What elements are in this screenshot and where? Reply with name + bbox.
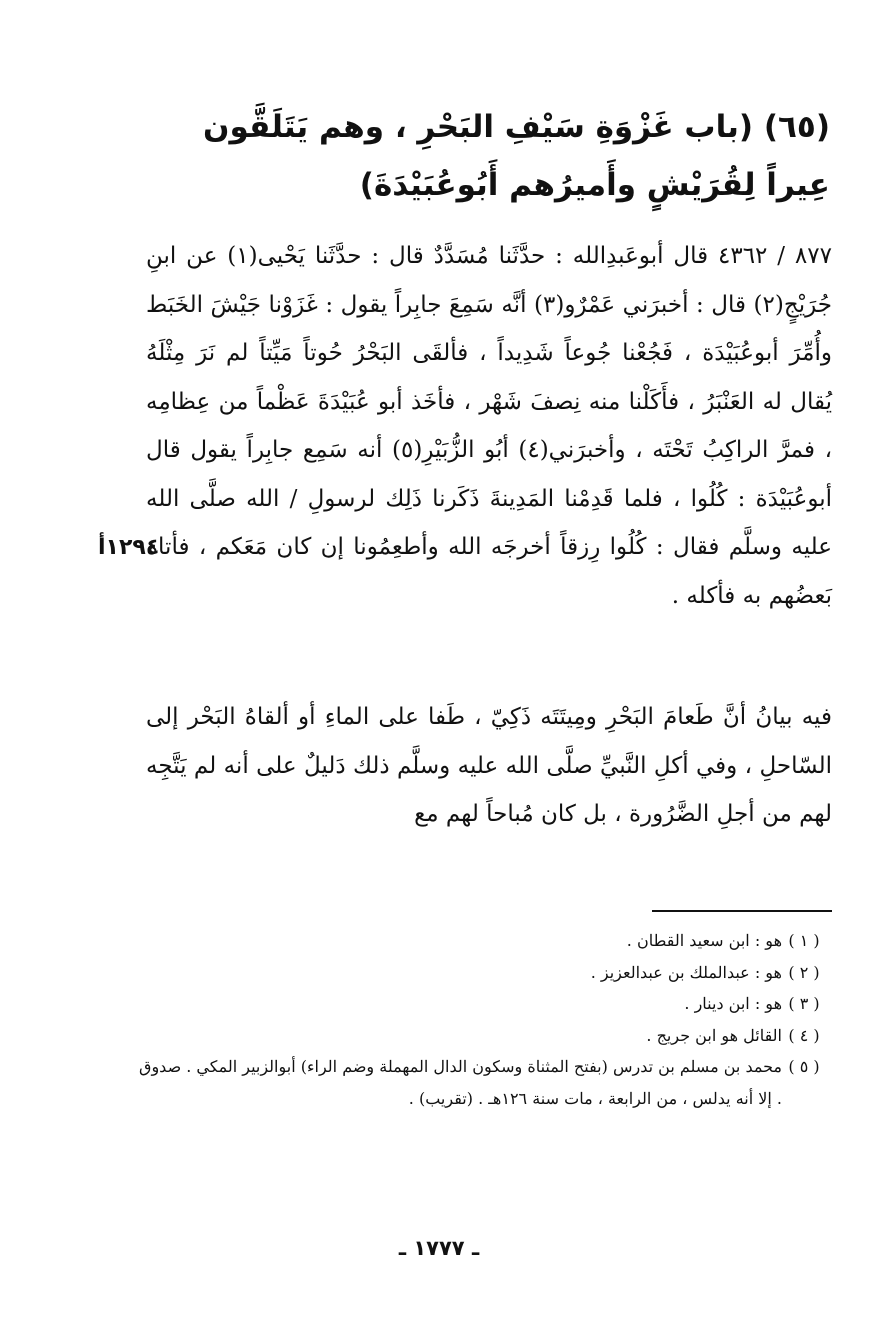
footnote-item	[138, 925, 826, 957]
footnote-number: ( ٥ )	[788, 1057, 820, 1076]
footnote-number: ( ٣ )	[788, 994, 820, 1013]
footnote-text: هو : عبدالملك بن عبدالعزيز .	[590, 962, 782, 982]
footnote-text: القائل هو ابن جريج .	[646, 1025, 782, 1045]
footnote-number: ( ١ )	[788, 931, 820, 950]
hadith-paragraph: ٨٧٧ / ٤٣٦٢ قال أبوعَبدِالله : حدَّثَنا مُسَدَّدٌ قال : حدَّثَنا يَحْيى(١) عن ابنِ جُرَيْجٍ(٢) قال : أخبرَني عَمْرٌو(٣) أنَّه سَمِعَ جابِراً يقول : غَزَوْنا جَيْشَ الخَبَط وأُمِّرَ أبوعُبَيْدَة ، فَجُعْنا جُوعاً شَدِيداً ، فألقَى البَحْرُ حُوتاً مَيِّتاً لم نَرَ مِثْلَهُ يُقال له العَنْبَرُ ، فأَكَلْنا منه نِصفَ شَهْر ، فأخَذ أبو عُبَيْدَةَ عَظْماً من عِظامِه ، فمرَّ الراكِبُ تَحْتَه ، وأخبرَني(٤) أبُو الزُّبَيْرِ(٥) أنه سَمِع جابِراً يقول قال أبوعُبَيْدَة : كُلُوا ، فلما قَدِمْنا المَدِينةَ ذَكَرنا ذَلِك لرسولِ / الله صلَّى الله عليه وسلَّم فقال : كُلُوا رِزقاً أخرجَه الله وأطعِمُونا إن كان مَعَكم ، فأتاه بَعضُهم به فأكله .	[146, 243, 833, 609]
footnotes-list	[138, 925, 826, 1114]
footnote-item	[138, 957, 826, 989]
footnote-text: هو : ابن سعيد القطان .	[626, 931, 782, 950]
footnote-number: ( ٤ )	[788, 1025, 820, 1045]
footnote-text: محمد بن مسلم بن تدرس (بفتح المثناة وسكون الدال المهملة وضم الراء) أبوالزبير المكي . صدوق . إلا أنه يدلس ، من الرابعة ، مات سنة ١٢٦هـ . (تقريب) .	[139, 1057, 782, 1108]
footnote-item	[138, 1051, 826, 1114]
chapter-heading: (٦٥) (باب غَزْوَةِ سَيْفِ البَحْرِ ، وهم يَتَلَقَّون عِيراً لِقُرَيْشٍ وأَميرُهم أَبُوعُبَيْدَةَ)	[203, 109, 830, 203]
footnote-item	[138, 988, 826, 1020]
commentary-paragraph: فيه بيانُ أنَّ طَعامَ البَحْرِ ومِيتَتَه ذَكِيّ ، طَفا على الماءِ أو ألقاهُ البَحْر إلى السّاحلِ ، وفي أكلِ النَّبيِّ صلَّى الله عليه وسلَّم ذلك دَليلٌ على أنه لم يَتَّجِه لهم من أجلِ الضَّرُورة ، بل كان مُباحاً لهم مع	[146, 704, 832, 827]
margin-manuscript-reference: ١٢٩٤أ	[98, 535, 160, 560]
footnote-divider	[652, 910, 832, 912]
footnote-number: ( ٢ )	[788, 962, 820, 982]
page-number: ـ ١٧٧٧ ـ	[398, 1236, 480, 1260]
footnote-item	[138, 1020, 826, 1052]
footnote-text: هو : ابن دينار .	[684, 994, 782, 1013]
